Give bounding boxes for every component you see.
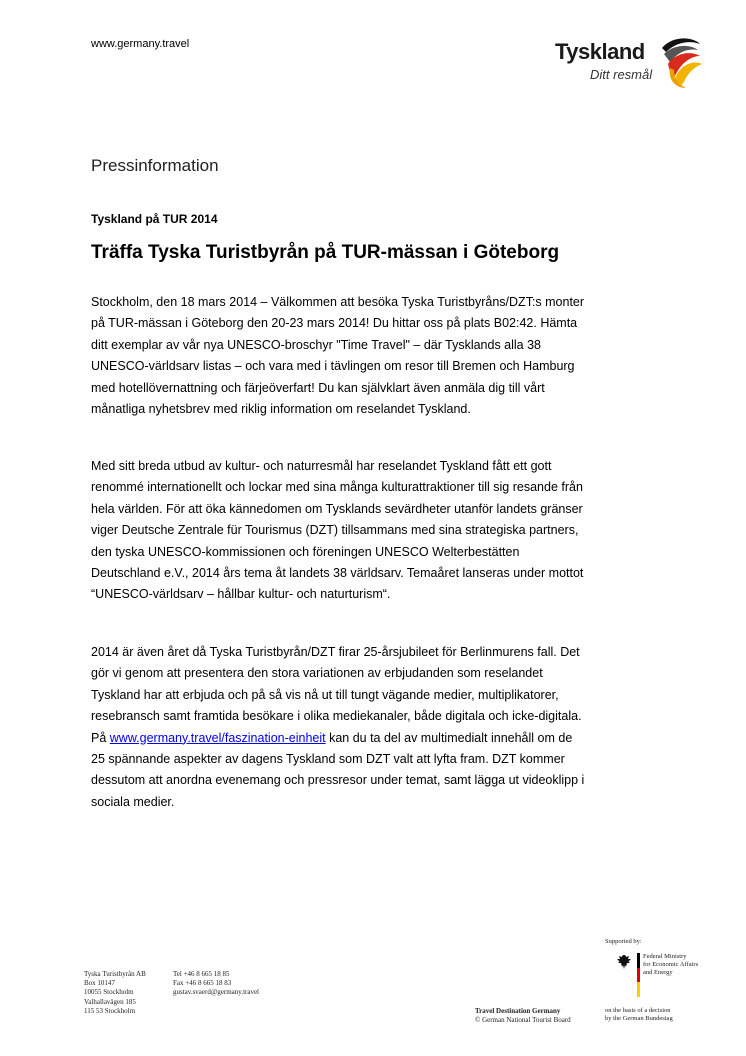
paragraph-line: “UNESCO-världsarv – hållbar kultur- och naturturism“. [91, 587, 391, 602]
site-url: www.germany.travel [91, 38, 190, 50]
flag-stripe-red [637, 968, 640, 983]
address-line: Valhallavägen 185 [84, 997, 136, 1006]
ministry-line: for Economic Affairs [643, 960, 699, 968]
contact-fax: Fax +46 8 665 18 83 [173, 979, 232, 988]
ministry-name [643, 953, 698, 976]
footer-contact [173, 970, 259, 998]
paragraph-line: gör vi genom att presentera den stora variationen av erbjudanden som reselandet [91, 666, 543, 681]
address-line: 115 53 Stockholm [84, 1006, 136, 1015]
paragraph-line: renommé internationellt och lockar med sina många kulturattraktioner till sig resande från [91, 480, 583, 495]
bundestag-basis [605, 1007, 673, 1023]
paragraph-line: månatliga nyhetsbrev med riklig information om reselandet Tyskland. [91, 402, 471, 417]
paragraph-line: sociala medier. [91, 794, 175, 809]
paragraph-line: resebransch samt framtida besökare i olika mediekanaler, både digitala och icke-digitala. [91, 709, 582, 724]
address-line: 10055 Stockholm [84, 988, 134, 997]
flag-stripe-gold [637, 982, 640, 997]
paragraph-line: 2014 är även året då Tyska Turistbyrån/DZT firar 25-årsjubileet för Berlinmurens fall. Det [91, 645, 580, 659]
paragraph-line: Deutschland e.V., 2014 års tema åt landets 38 världsarv. Temaåret lanseras under mottot [91, 566, 584, 581]
link-prefix: På [91, 730, 110, 745]
paragraph-line-with-link [91, 728, 671, 749]
paragraph-line: på TUR-mässan i Göteborg den 20-23 mars 2014! Du hittar oss på plats B02:42. Hämta [91, 316, 578, 331]
ministry-line: and Energy [643, 968, 673, 976]
address-line: Tyska Turistbyrån AB [84, 970, 146, 978]
contact-phone: Tel +46 8 665 18 85 [173, 970, 230, 978]
contact-email: gustav.svaerd@germany.travel [173, 988, 260, 997]
footer-address [84, 970, 146, 1016]
section-label: Pressinformation [91, 156, 219, 175]
ministry-line: Federal Ministry [643, 953, 687, 960]
paragraph-line: Stockholm, den 18 mars 2014 – Välkommen att besöka Tyska Turistbyråns/DZT:s monter [91, 295, 585, 309]
press-title: Träffa Tyska Turistbyrån på TUR-mässan i Göteborg [91, 242, 560, 263]
footer-tdg [475, 1007, 571, 1025]
paragraph-line: med hotellövernattning och färjeöverfart! Du kan självklart även anmäla dig till vårt [91, 380, 545, 395]
paragraph-line: Tyskland har att erbjuda och på så vis nå ut till tungt vägande medier, multiplikatorer, [91, 687, 559, 702]
supported-by-label: Supported by: [605, 938, 642, 945]
press-subtitle: Tyskland på TUR 2014 [91, 212, 218, 226]
link-suffix: kan du ta del av multimedialt innehåll om de [325, 730, 573, 745]
german-flag-bar [637, 953, 640, 997]
tdg-name: Travel Destination Germany [475, 1007, 561, 1015]
paragraph-line: ditt exemplar av vår nya UNESCO-broschyr "Time Travel" – där Tysklands alla 38 [91, 337, 542, 352]
basis-line: by the German Bundestag [605, 1015, 673, 1022]
paragraph-2 [91, 456, 671, 606]
paragraph-1 [91, 292, 671, 420]
basis-line: on the basis of a decision [605, 1007, 671, 1014]
paragraph-line: viger Deutsche Zentrale für Tourismus (DZT) tillsammans med sina strategiska partners, [91, 523, 579, 538]
logo-subtitle: Ditt resmål [590, 67, 653, 82]
federal-eagle-icon [615, 953, 633, 971]
paragraph-line: UNESCO-världsarv listas – och vara med i tävlingen om resor till Bremen och Hamburg [91, 359, 575, 374]
paragraph-line: Med sitt breda utbud av kultur- och naturresmål har reselandet Tyskland fått ett gott [91, 459, 552, 473]
paragraph-3 [91, 642, 671, 813]
address-line: Box 10147 [84, 979, 115, 988]
logo-swoosh-icon [656, 34, 704, 90]
tyskland-logo [552, 34, 702, 94]
tdg-org: © German National Tourist Board [475, 1016, 571, 1025]
paragraph-line: dessutom att anordna evenemang och pressresor under temat, samt lägga ut videoklipp i [91, 773, 585, 788]
logo-title: Tyskland [555, 39, 645, 64]
faszination-einheit-link[interactable]: www.germany.travel/faszination-einheit [109, 730, 326, 745]
paragraph-line: 25 spännande aspekter av dagens Tyskland som DZT valt att lyfta fram. DZT kommer [91, 752, 565, 767]
paragraph-line: hela världen. För att öka kännedomen om Tysklands sevärdheter utanför landets gränser [91, 501, 583, 516]
paragraph-line: den tyska UNESCO-kommissionen och föreningen UNESCO Welterbestätten [91, 544, 520, 559]
flag-stripe-black [637, 953, 640, 968]
